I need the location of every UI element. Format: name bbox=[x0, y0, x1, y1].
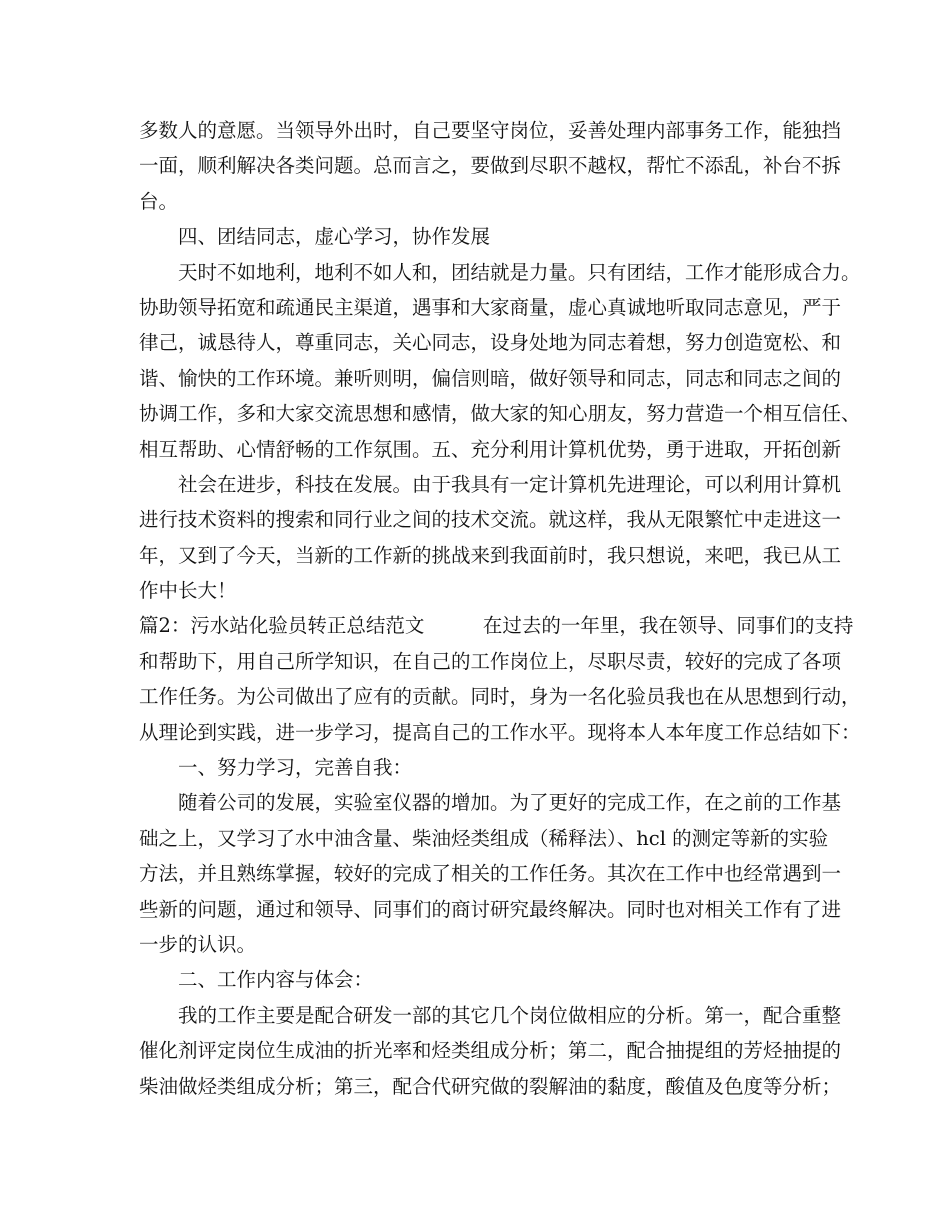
text-line: 我的工作主要是配合研发一部的其它几个岗位做相应的分析。第一，配合重整 bbox=[178, 1003, 842, 1027]
section-heading: 二、工作内容与体会： bbox=[178, 968, 374, 992]
text-line: 方法，并且熟练掌握，较好的完成了相关的工作任务。其次在工作中也经常遇到一 bbox=[139, 862, 842, 886]
text-line: 相互帮助、心情舒畅的工作氛围。五、充分利用计算机优势，勇于进取，开拓创新 bbox=[139, 437, 842, 461]
text-line: 工作任务。为公司做出了应有的贡献。同时，身为一名化验员我也在从思想到行动， bbox=[139, 685, 861, 709]
document-body bbox=[139, 113, 861, 1104]
text-line: 一步的认识。 bbox=[139, 932, 257, 956]
text-line: 柴油做烃类组成分析；第三，配合代研究做的裂解油的黏度，酸值及色度等分析； bbox=[139, 1074, 842, 1098]
text-line: 台。 bbox=[139, 189, 179, 213]
text-line: 随着公司的发展，实验室仪器的增加。为了更好的完成工作，在之前的工作基 bbox=[178, 791, 842, 815]
text-line: 谐、愉快的工作环境。兼听则明，偏信则暗，做好领导和同志，同志和同志之间的 bbox=[139, 366, 842, 390]
text-line: 础之上，又学习了水中油含量、柴油烃类组成（稀释法）、hcl 的测定等新的实验 bbox=[139, 826, 829, 850]
text-line: 年，又到了今天，当新的工作新的挑战来到我面前时，我只想说，来吧，我已从工 bbox=[139, 543, 842, 567]
text-line: 催化剂评定岗位生成油的折光率和烃类组成分析；第二，配合抽提组的芳烃抽提的 bbox=[139, 1039, 842, 1063]
text-line: 律己，诚恳待人，尊重同志，关心同志，设身处地为同志着想，努力创造宽松、和 bbox=[139, 331, 842, 355]
text-line: 协调工作，多和大家交流思想和感情，做大家的知心朋友，努力营造一个相互信任、 bbox=[139, 402, 861, 426]
text-line: 一面，顺利解决各类问题。总而言之，要做到尽职不越权，帮忙不添乱，补台不拆 bbox=[139, 154, 842, 178]
text-line: 社会在进步，科技在发展。由于我具有一定计算机先进理论，可以利用计算机 bbox=[178, 472, 842, 496]
text-line: 作中长大！ bbox=[139, 579, 237, 603]
text-line: 和帮助下，用自己所学知识，在自己的工作岗位上，尽职尽责，较好的完成了各项 bbox=[139, 649, 842, 673]
text-line: 些新的问题，通过和领导、同事们的商讨研究最终解决。同时也对相关工作有了进 bbox=[139, 897, 842, 921]
text-line: 天时不如地利，地利不如人和，团结就是力量。只有团结，工作才能形成合力。 bbox=[178, 260, 861, 284]
article-title-line: 篇2：污水站化验员转正总结范文 在过去的一年里，我在领导、同事们的支持 bbox=[139, 614, 854, 638]
text-line: 多数人的意愿。当领导外出时，自己要坚守岗位，妥善处理内部事务工作，能独挡 bbox=[139, 119, 842, 142]
section-heading: 一、努力学习，完善自我： bbox=[178, 756, 413, 780]
text-line: 协助领导拓宽和疏通民主渠道，遇事和大家商量，虚心真诚地听取同志意见，严于 bbox=[139, 295, 842, 319]
text-line: 从理论到实践，进一步学习，提高自己的工作水平。现将本人本年度工作总结如下： bbox=[139, 720, 861, 744]
text-line: 进行技术资料的搜索和同行业之间的技术交流。就这样，我从无限繁忙中走进这一 bbox=[139, 508, 842, 532]
section-heading: 四、团结同志，虚心学习，协作发展 bbox=[178, 225, 491, 249]
